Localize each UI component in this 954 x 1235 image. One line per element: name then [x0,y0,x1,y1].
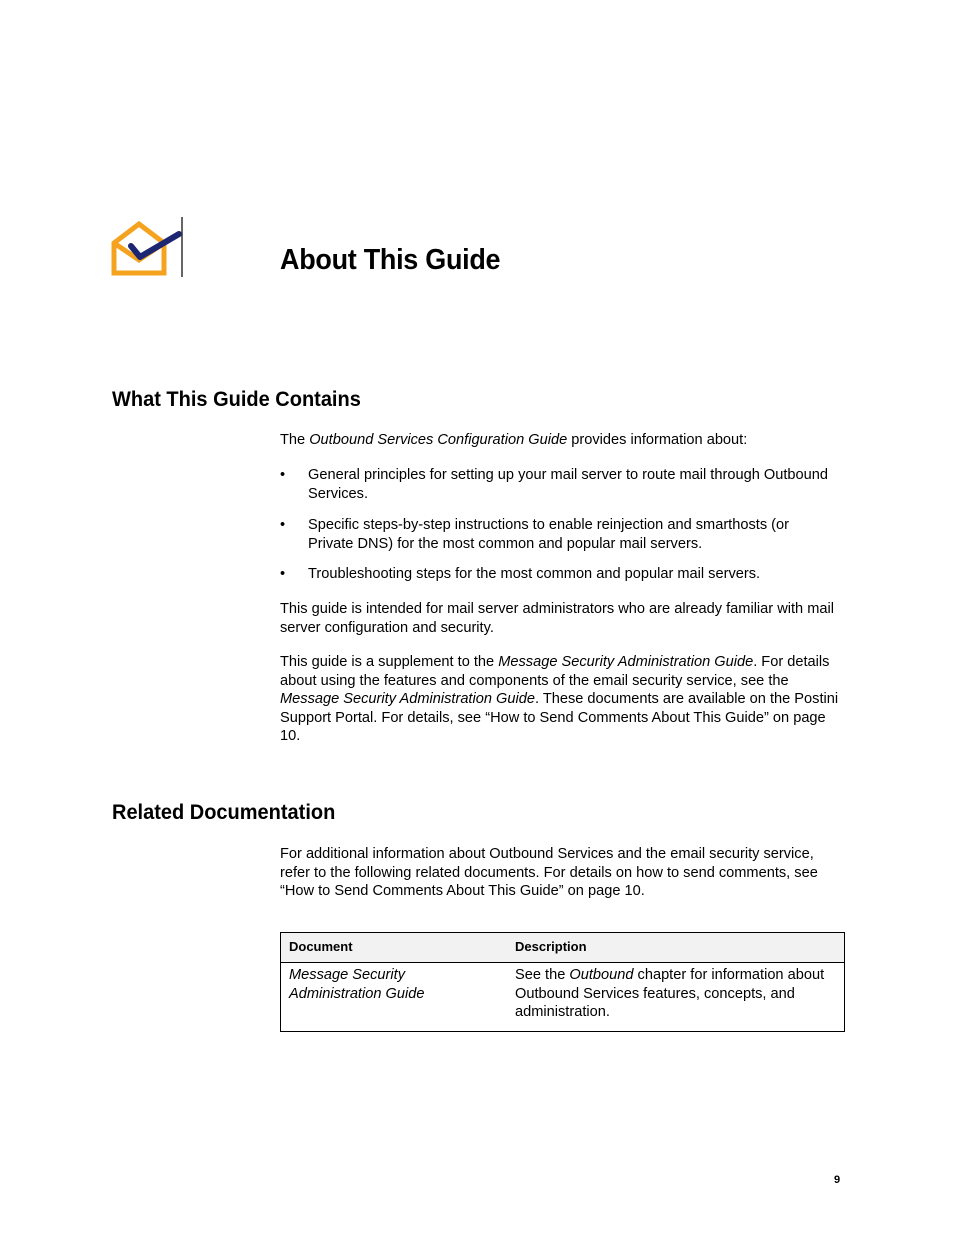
table-header-row [281,933,845,963]
bullet-marker: • [280,566,286,582]
chapter-title: About This Guide [280,244,501,276]
table-row [281,963,845,1032]
column-header-document: Document [281,933,508,963]
description-cell: See the Outbound chapter for information about Outbound Services features, concepts, and administration. [515,967,825,1021]
column-header-description: Description [507,933,845,963]
envelope-check-icon [109,215,185,281]
contents-intro: The Outbound Services Configuration Guide provides information about: [280,432,748,448]
related-intro: For additional information about Outbound Services and the email security service, refer to the following related documents. For details on how to send comments, see “How to Send Comments About This Guide” on page 10. [280,846,818,900]
section-heading-related: Related Documentation [112,800,336,824]
section-heading-contents: What This Guide Contains [112,387,361,411]
bullet-marker: • [280,467,286,483]
document-cell: Message Security Administration Guide [289,967,425,1002]
audience-paragraph: This guide is intended for mail server administrators who are already familiar with mail server configuration and security. [280,601,834,636]
bullet-text: General principles for setting up your mail server to route mail through Outbound Services. [308,467,828,502]
page-number: 9 [834,1174,841,1186]
bullet-text: Troubleshooting steps for the most common and popular mail servers. [308,566,761,582]
bullet-text: Specific steps-by-step instructions to enable reinjection and smarthosts (or Private DNS) for the most common and popular mail servers. [308,517,790,552]
related-documents-table [280,932,845,1032]
bullet-marker: • [280,517,286,533]
supplement-paragraph: This guide is a supplement to the Message Security Administration Guide. For details about using the features and components of the email security service, see the Message Security Administration Guide. These documents are available on the Postini Support Portal. For details, see “How to Send Comments About This Guide” on page 10. [280,654,839,745]
